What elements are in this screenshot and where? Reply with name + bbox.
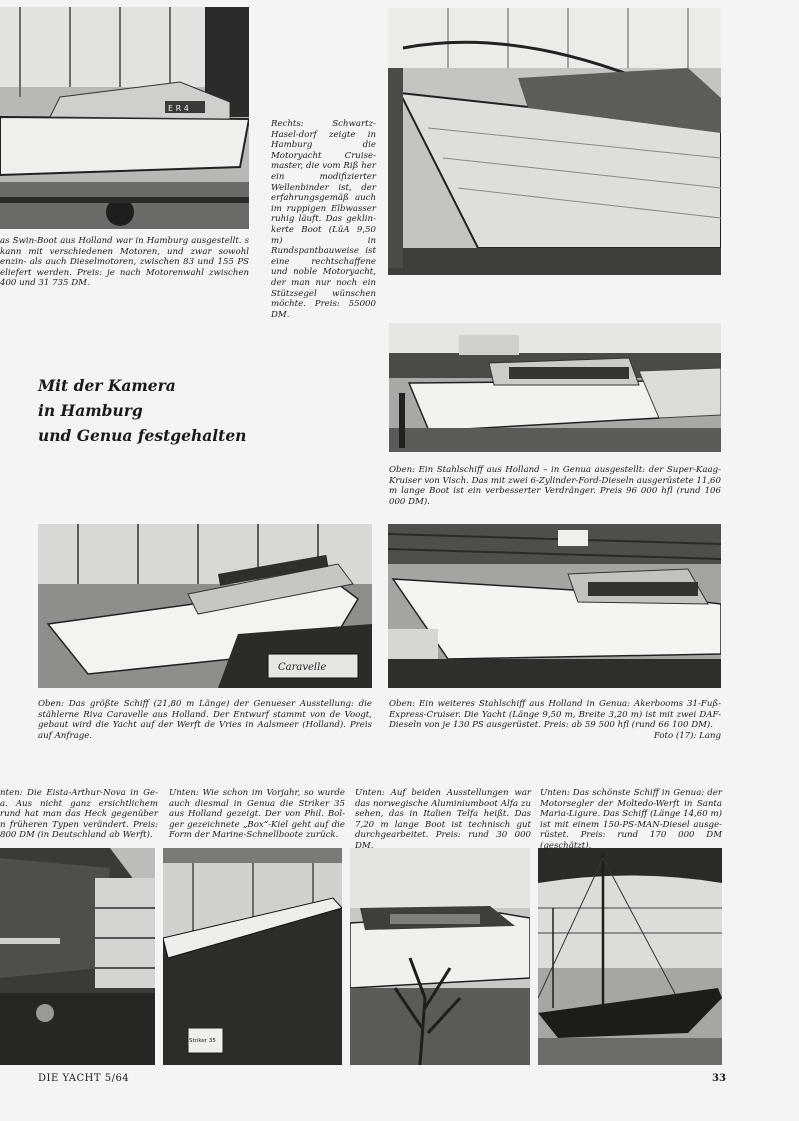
photo-alfa-aluminium [350,848,530,1065]
page-number: 33 [712,1073,726,1084]
caption-riva-caravelle: Oben: Das größte Schiff (21,80 m Länge) der Genueser Ausstellung: die stählerne Riva Caravelle aus Holland. Der Entwurf stammt von de Voogt, gebaut wird die Yacht auf der Werft de Vries in Aalsmeer (Holland). Preis auf Anfrage. [38,699,372,741]
magazine-footer: DIE YACHT 5/64 [38,1073,130,1084]
photo-swin-boat [0,7,249,229]
title-line-3: und Genua festgehalten [38,426,247,445]
caption-alfa-aluminium: Unten: Auf beiden Ausstellungen war das norwegische Aluminiumboot Alfa zu sehen, das in Italien Telfa heißt. Das 7,20 m lange Boot ist technisch gut durchgearbeitet. Preis: rund 30 000 DM. [355,788,531,851]
caption-super-kaag-kruiser: Oben: Ein Stahlschiff aus Holland – in Genua ausgestellt: der Super-Kaag-Kruiser von Visch. Das mit zwei 6-Zylinder-Ford-Dieseln ausgerüstete 11,60 m lange Boot ist ein verbesserter Verdränger. Preis 96 000 hfl (rund 106 000 DM). [389,465,721,507]
photo-super-kaag-kruiser [389,323,721,452]
caption-striker-35: Unten: Wie schon im Vorjahr, so wurde auch diesmal in Genua die Striker 35 aus Holland gezeigt. Der von Phil. Bol-ger gezeichnete „Box“-Kiel geht auf die Form der Marine-Schnellboote zurück. [169,788,345,841]
title-line-2: in Hamburg [38,401,143,420]
boat-number-text: E R 4 [168,104,189,113]
caption-swin-boat: as Swin-Boot aus Holland war in Hamburg ausgestellt. s kann mit verschiedenen Motoren, und zwar sowohl enzin- als auch Dieselmotoren, zwischen 83 und 155 PS eliefert werden. Preis: je nach Motorenwahl zwischen 400 und 31 735 DM. [0,236,249,289]
caption-eista-arthur-nova: nten: Die Eista-Arthur-Nova in Ge-a. Aus nicht ganz ersichtlichem rund hat man das Heck gegenüber n früheren Typen verändert. Preis: 800 DM (in Deutschland ab Werft). [0,788,158,841]
photo-eista-arthur-nova [0,848,155,1065]
title-line-1: Mit der Kamera [38,376,176,395]
photo-striker-35 [163,848,342,1065]
caption-express-cruiser: Oben: Ein weiteres Stahlschiff aus Holland in Genua: Akerbooms 31-Fuß-Express-Cruiser. Die Yacht (Länge 9,50 m, Breite 3,20 m) ist mit zwei DAF-Dieseln von je 130 PS ausgerüstet. Preis: ab 59 500 hfl (rund 66 100 DM). [389,699,721,731]
striker-sign-text: Striker 35 [189,1038,216,1044]
photo-credit: Foto (17): Lang [653,731,721,741]
caption-moltedo-motorsailer: Unten: Das schönste Schiff in Genua: der Motorsegler der Moltedo-Werft in Santa Maria-Ligure. Das Schiff (Länge 14,60 m) ist mit einem 150-PS-MAN-Diesel ausge-rüstet. Preis: rund 170 000 DM (geschätzt). [540,788,722,851]
photo-riva-caravelle [38,524,372,688]
photo-cruisemaster [388,8,721,275]
photo-express-cruiser [388,524,721,688]
photo-moltedo-motorsailer [538,848,722,1065]
caption-cruisemaster: Rechts: Schwartz-Hasel-dorf zeigte in Hamburg die Motoryacht Cruise-master, die vom Riß her ein modifizierter Wellenbinder ist, der erfahrungsgemäß auch im ruppigen Elbwasser ruhig läuft. Das geklin-kerte Boot (LüA 9,50 m) in Rundspantbauweise ist eine rechtschaffene und noble Motoryacht, der man nur noch ein Stützsegel wünschen möchte. Preis: 55000 DM. [271,119,376,320]
page-title [38,373,246,448]
caravelle-banner-text: Caravelle [278,662,327,673]
